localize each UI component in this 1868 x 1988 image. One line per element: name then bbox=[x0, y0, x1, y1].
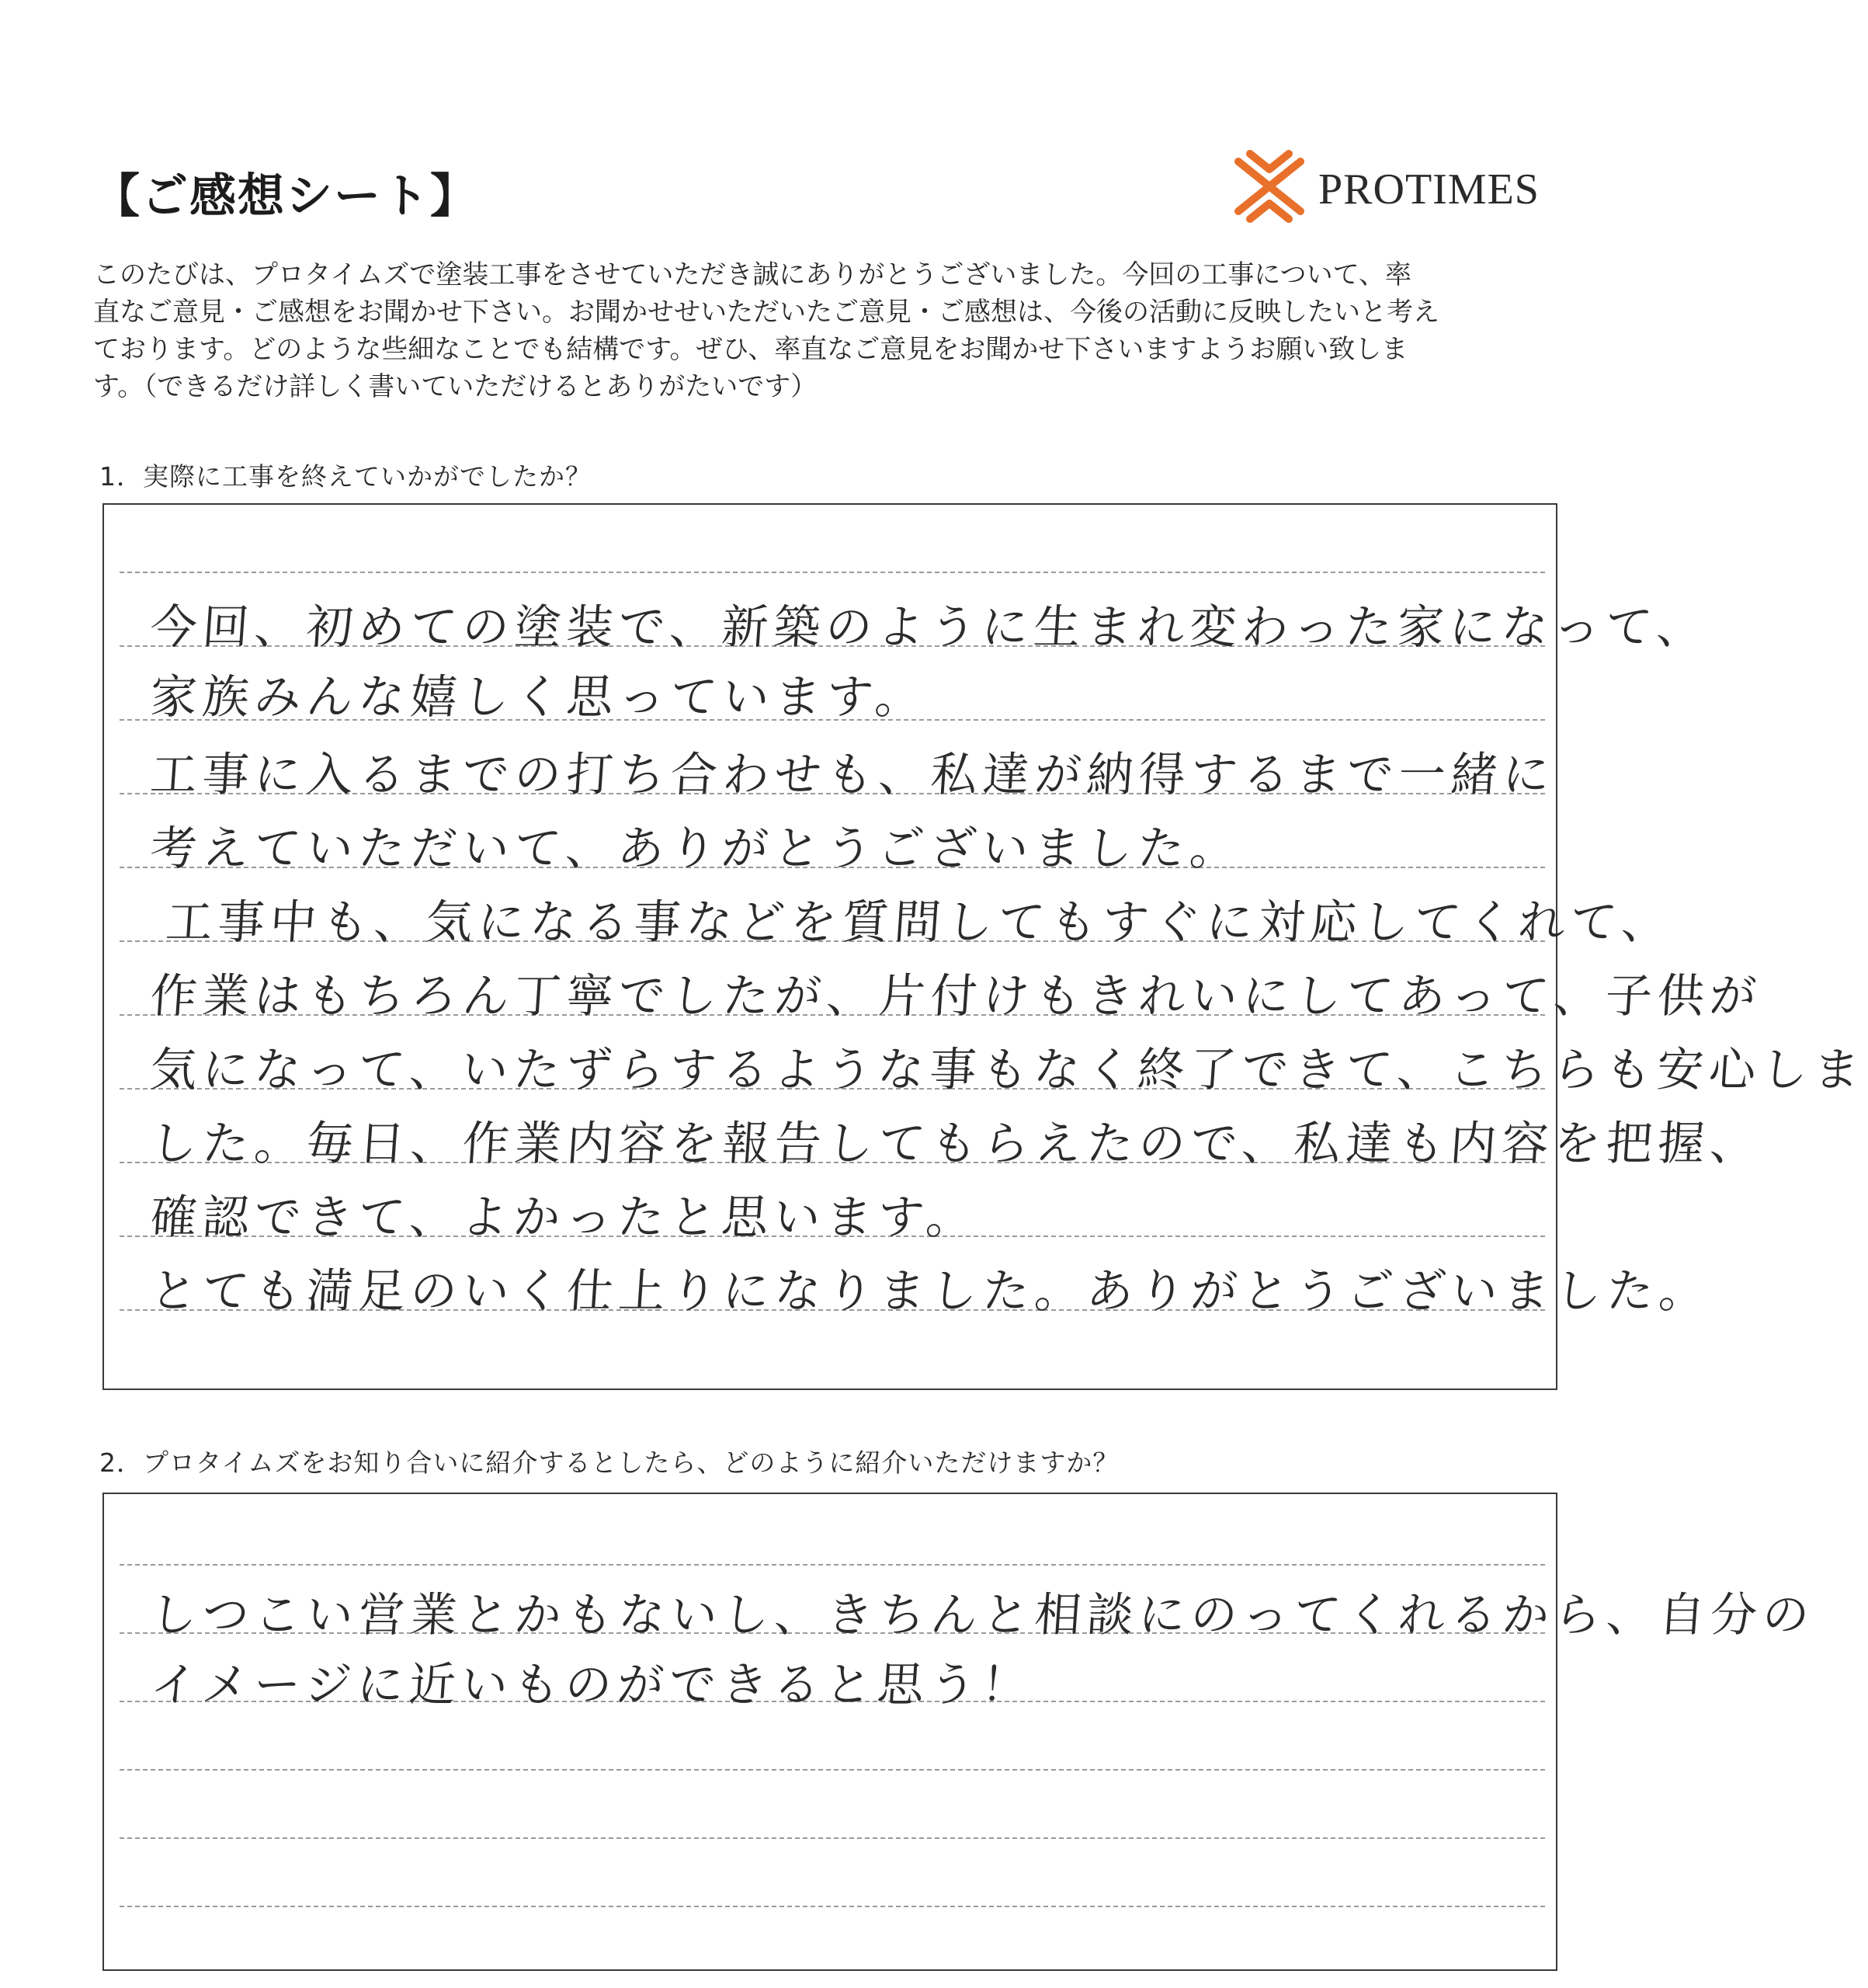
question-1-label: 1．実際に工事を終えていかがでしたか？ bbox=[99, 461, 592, 492]
handwritten-line: 気になって、いたずらするような事もなく終了できて、こちらも安心しま bbox=[148, 1043, 1867, 1097]
handwritten-line: した。毎日、作業内容を報告してもらえたので、私達も内容を把握、 bbox=[148, 1117, 1764, 1171]
rule-line bbox=[120, 1564, 1545, 1566]
rule-line bbox=[120, 1769, 1545, 1771]
handwritten-line: 確認できて、よかったと思います。 bbox=[148, 1190, 981, 1245]
logo-wordmark: PROTIMES bbox=[1318, 165, 1540, 214]
intro-paragraph bbox=[93, 256, 1568, 405]
handwritten-line: とても満足のいく仕上りになりました。ありがとうございました。 bbox=[148, 1264, 1713, 1319]
handwritten-line: イメージに近いものができると思う！ bbox=[148, 1658, 1036, 1712]
rule-line bbox=[120, 1837, 1545, 1839]
handwritten-line: 工事中も、気になる事などを質問してもすぐに対応してくれて、 bbox=[164, 895, 1675, 950]
handwritten-line: 家族みんな嬉しく思っています。 bbox=[148, 670, 929, 725]
question-1-answer-box[interactable] bbox=[102, 503, 1867, 1390]
intro-line: す。（できるだけ詳しく書いていただけるとありがたいです） bbox=[93, 371, 818, 402]
intro-line: このたびは、プロタイムズで塗装工事をさせていただき誠にありがとうございました。今回の工事について、率 bbox=[93, 259, 1411, 290]
handwritten-line: しつこい営業とかもないし、きちんと相談にのってくれるから、自分の bbox=[148, 1588, 1817, 1642]
intro-line: 直なご意見・ご感想をお聞かせ下さい。お聞かせせいただいたご意見・ご感想は、今後の活動に反映したいと考え bbox=[93, 297, 1439, 328]
protimes-logo-mark-icon bbox=[1227, 148, 1312, 225]
question-2-label: 2．プロタイムズをお知り合いに紹介するとしたら、どのように紹介いただけますか？ bbox=[99, 1448, 1120, 1478]
handwritten-line: 今回、初めての塗装で、新築のように生まれ変わった家になって、 bbox=[148, 600, 1711, 655]
intro-line: ております。どのような些細なことでも結構です。ぜひ、率直なご意見をお聞かせ下さいますようお願い致しま bbox=[93, 334, 1408, 365]
rule-line bbox=[120, 1906, 1545, 1907]
question-2-answer-box[interactable] bbox=[102, 1493, 1817, 1971]
sheet-title: 【ご感想シート】 bbox=[93, 169, 478, 224]
handwritten-line: 工事に入るまでの打ち合わせも、私達が納得するまで一緒に bbox=[148, 748, 1557, 802]
handwritten-line: 作業はもちろん丁寧でしたが、片付けもきれいにしてあって、子供が bbox=[148, 969, 1764, 1024]
rule-line bbox=[120, 572, 1545, 573]
handwritten-line: 考えていただいて、ありがとうございました。 bbox=[148, 822, 1244, 876]
protimes-logo bbox=[1227, 148, 1553, 225]
